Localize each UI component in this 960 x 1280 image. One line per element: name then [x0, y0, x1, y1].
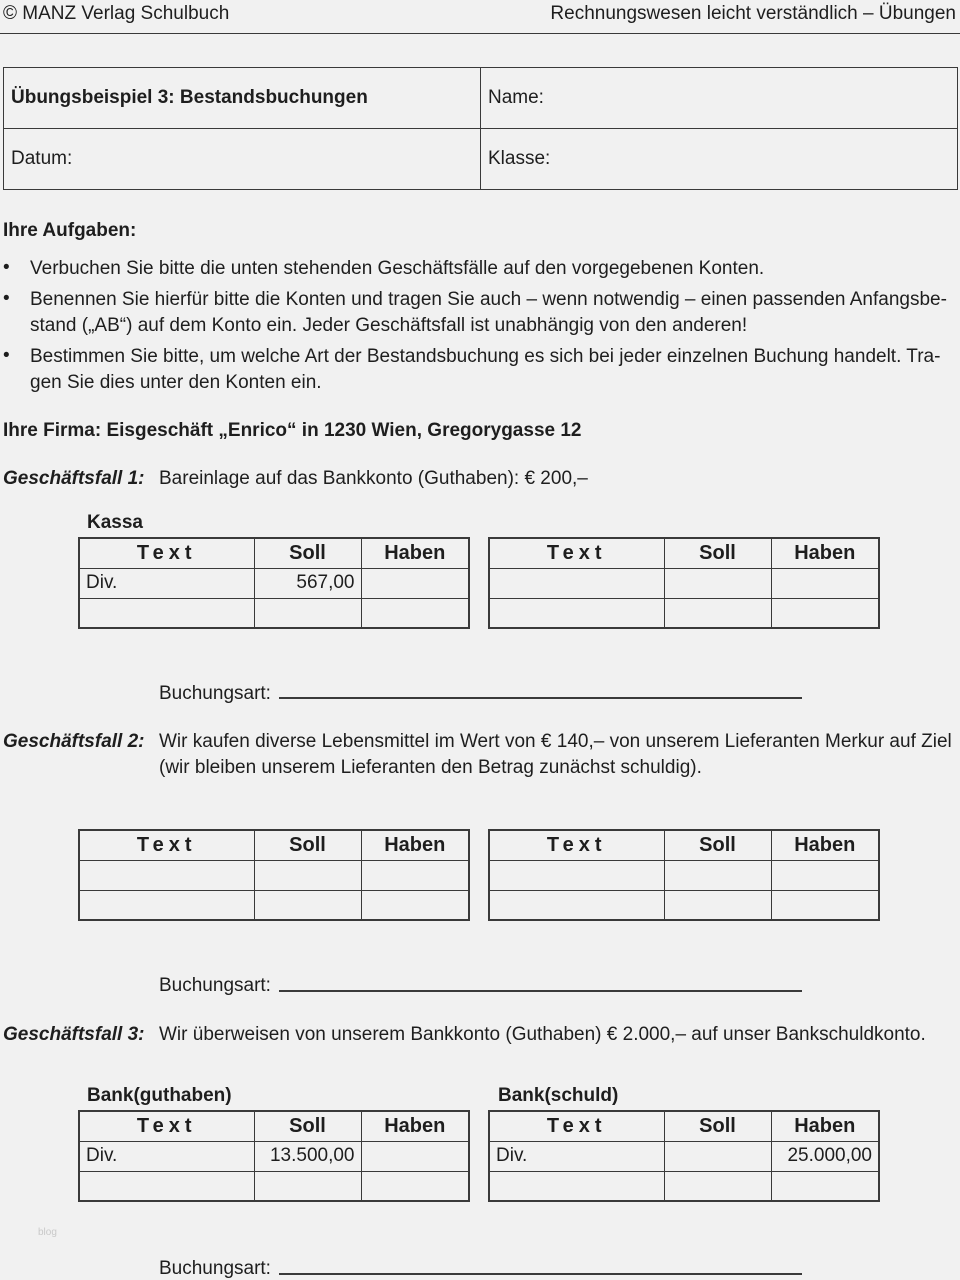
- haben-column-header: Haben: [771, 538, 879, 568]
- table-row: [79, 890, 469, 920]
- konto-table-left: [78, 829, 470, 921]
- soll-cell[interactable]: [664, 1171, 771, 1201]
- soll-cell[interactable]: [664, 860, 771, 890]
- publisher-name: © MANZ Verlag Schulbuch: [3, 3, 230, 24]
- table-row: [79, 568, 469, 598]
- text-cell[interactable]: [79, 890, 254, 920]
- text-cell[interactable]: [489, 1171, 664, 1201]
- table-row: [79, 1171, 469, 1201]
- haben-cell[interactable]: [771, 568, 879, 598]
- text-cell[interactable]: [79, 1171, 254, 1201]
- date-field[interactable]: Datum:: [4, 129, 481, 190]
- text-column-header: Text: [489, 1111, 664, 1141]
- table-row: [489, 568, 879, 598]
- soll-cell[interactable]: 567,00: [254, 568, 361, 598]
- haben-column-header: Haben: [361, 830, 469, 860]
- buchungsart-label: Buchungsart:: [159, 683, 271, 704]
- haben-cell[interactable]: [771, 598, 879, 628]
- haben-cell[interactable]: 25.000,00: [771, 1141, 879, 1171]
- case-label: Geschäftsfall 3:: [3, 1024, 145, 1045]
- bullet-icon: •: [3, 257, 10, 278]
- task-item: Bestimmen Sie bitte, um welche Art der Bestandsbuchung es sich bei jeder einzelnen Buchung handelt. Tra-gen Sie dies unter den Konten ein.: [30, 346, 941, 393]
- table-row: [489, 1141, 879, 1171]
- name-field[interactable]: Name:: [481, 68, 958, 129]
- konto-title: Kassa: [87, 512, 143, 533]
- case-label: Geschäftsfall 1:: [3, 468, 145, 489]
- text-cell[interactable]: Div.: [79, 1141, 254, 1171]
- bullet-icon: •: [3, 345, 10, 366]
- table-row: [489, 860, 879, 890]
- konto-table-left: [78, 1110, 470, 1202]
- text-column-header: Text: [79, 538, 254, 568]
- header-rule: [0, 33, 960, 34]
- haben-column-header: Haben: [361, 1111, 469, 1141]
- task-item: Benennen Sie hierfür bitte die Konten und tragen Sie auch – wenn notwendig – einen passenden Anfangsbe-stand („AB“) auf dem Konto ein. Jeder Geschäftsfall ist unabhängig von den anderen!: [30, 289, 947, 336]
- case-text: Wir überweisen von unserem Bankkonto (Guthaben) € 2.000,– auf unser Bankschuldkonto.: [159, 1024, 926, 1045]
- table-row: [79, 598, 469, 628]
- soll-cell[interactable]: [254, 598, 361, 628]
- case-text: Wir kaufen diverse Lebensmittel im Wert von € 140,– von unserem Lieferanten Merkur auf Ziel: [159, 731, 952, 752]
- haben-column-header: Haben: [361, 538, 469, 568]
- konto-table-left: [78, 537, 470, 629]
- soll-column-header: Soll: [254, 538, 361, 568]
- haben-column-header: Haben: [771, 830, 879, 860]
- soll-cell[interactable]: [254, 860, 361, 890]
- haben-cell[interactable]: [771, 860, 879, 890]
- buchungsart-label: Buchungsart:: [159, 975, 271, 996]
- soll-column-header: Soll: [254, 1111, 361, 1141]
- table-row: [489, 890, 879, 920]
- watermark: blog: [38, 1227, 57, 1238]
- text-cell[interactable]: [79, 598, 254, 628]
- soll-cell[interactable]: [664, 890, 771, 920]
- soll-cell[interactable]: [664, 598, 771, 628]
- table-row: [79, 1141, 469, 1171]
- haben-cell[interactable]: [361, 1171, 469, 1201]
- buchungsart-line[interactable]: [279, 1273, 802, 1275]
- table-row: [489, 598, 879, 628]
- table-row: [79, 860, 469, 890]
- soll-column-header: Soll: [664, 830, 771, 860]
- text-cell[interactable]: [489, 890, 664, 920]
- text-column-header: Text: [79, 830, 254, 860]
- text-column-header: Text: [489, 538, 664, 568]
- buchungsart-line[interactable]: [279, 697, 802, 699]
- text-cell[interactable]: [489, 568, 664, 598]
- exercise-title: Übungsbeispiel 3: Bestandsbuchungen: [4, 68, 481, 129]
- buchungsart-label: Buchungsart:: [159, 1258, 271, 1279]
- text-column-header: Text: [489, 830, 664, 860]
- soll-cell[interactable]: [664, 568, 771, 598]
- text-cell[interactable]: [489, 860, 664, 890]
- soll-cell[interactable]: 13.500,00: [254, 1141, 361, 1171]
- konto-title: Bank(schuld): [498, 1085, 619, 1106]
- info-box: [3, 67, 958, 190]
- haben-cell[interactable]: [771, 1171, 879, 1201]
- buchungsart-line[interactable]: [279, 990, 802, 992]
- haben-cell[interactable]: [361, 598, 469, 628]
- text-column-header: Text: [79, 1111, 254, 1141]
- task-item: Verbuchen Sie bitte die unten stehenden Geschäftsfälle auf den vorgegebenen Konten.: [30, 258, 765, 279]
- konto-table-right: [488, 829, 880, 921]
- haben-cell[interactable]: [361, 1141, 469, 1171]
- haben-cell[interactable]: [361, 568, 469, 598]
- konto-table-right: [488, 537, 880, 629]
- book-title: Rechnungswesen leicht verständlich – Übungen: [550, 3, 956, 24]
- soll-cell[interactable]: [254, 890, 361, 920]
- case-text: Bareinlage auf das Bankkonto (Guthaben): € 200,–: [159, 468, 588, 489]
- table-row: [489, 1171, 879, 1201]
- text-cell[interactable]: [489, 598, 664, 628]
- haben-cell[interactable]: [361, 890, 469, 920]
- class-field[interactable]: Klasse:: [481, 129, 958, 190]
- text-cell[interactable]: Div.: [79, 568, 254, 598]
- soll-column-header: Soll: [664, 1111, 771, 1141]
- soll-cell[interactable]: [664, 1141, 771, 1171]
- haben-cell[interactable]: [361, 860, 469, 890]
- tasks-heading: Ihre Aufgaben:: [3, 220, 137, 241]
- haben-column-header: Haben: [771, 1111, 879, 1141]
- soll-cell[interactable]: [254, 1171, 361, 1201]
- case-label: Geschäftsfall 2:: [3, 731, 145, 752]
- konto-title: Bank(guthaben): [87, 1085, 232, 1106]
- text-cell[interactable]: Div.: [489, 1141, 664, 1171]
- konto-table-right: [488, 1110, 880, 1202]
- soll-column-header: Soll: [254, 830, 361, 860]
- company-line: Ihre Firma: Eisgeschäft „Enrico“ in 1230 Wien, Gregorygasse 12: [3, 420, 582, 441]
- bullet-icon: •: [3, 288, 10, 309]
- case-text: (wir bleiben unserem Lieferanten den Betrag zunächst schuldig).: [159, 757, 702, 778]
- soll-column-header: Soll: [664, 538, 771, 568]
- haben-cell[interactable]: [771, 890, 879, 920]
- text-cell[interactable]: [79, 860, 254, 890]
